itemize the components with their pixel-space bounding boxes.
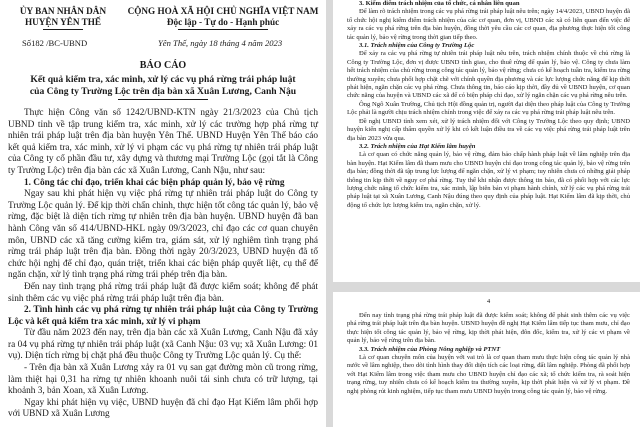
body-paragraph: Đến nay tình trạng phá rừng trái pháp luật đã được kiểm soát; không để phát sinh thêm các vụ việc phá rừng trái pháp luật trên địa bàn.	[8, 281, 318, 304]
body-paragraph: Ông Ngô Xuân Trường, Chủ tịch Hội đồng quản trị, người đại diện theo pháp luật của Công ty Trường Lộc phải là người chịu trách nhiệm chính trong việc để xảy ra các vụ phá rừng trái pháp luật nêu trên.	[347, 100, 630, 117]
body-paragraph: - Trên địa bàn xã Xuân Lương xảy ra 01 vụ san gạt đường mòn cũ trong rừng, làm thiệt hại 0,31 ha rừng tự nhiên khoanh nuôi tái sinh chưa có trữ lượng, tại khoảnh 3, bản Xoan, xã Xuân Lương.	[8, 363, 318, 397]
national-motto	[123, 6, 323, 28]
nation-line-2: Độc lập - Tự do - Hạnh phúc	[166, 17, 280, 27]
agency-line-1: ỦY BAN NHÂN DÂN	[19, 6, 107, 16]
subsection-heading-3-3: 3.3. Trách nhiệm của Phòng Nông nghiệp và PTNT	[359, 345, 501, 353]
agency-line-2: HUYỆN YÊN THẾ	[24, 17, 102, 27]
body-paragraph: Để xảy ra các vụ phá rừng tự nhiên trái pháp luật nêu trên, trách nhiệm chính thuộc về chủ rừng là Công ty Trường Lộc, đơn vị được UBND tỉnh giao, cho thuê rừng để quản lý, bảo vệ. Công ty chưa làm hết trách nhiệm của chủ rừng trong công tác quản lý, bảo vệ rừng; chưa có kế hoạch tuần tra, kiểm tra rừng thường xuyên; chưa phối hợp chặt chẽ với chính quyền địa phương và các lực lượng chức năng để kịp thời phát hiện, ngăn chặn các vụ phá rừng. Chưa thông tin, báo cáo kịp thời, đầy đủ về UBND huyện, cơ quan chức năng của huyện và UBND các xã để có biện pháp chỉ đạo, xử lý ngăn chặn các vụ phá rừng nêu trên.	[347, 50, 630, 100]
section-heading-1: 1. Công tác chỉ đạo, triển khai các biện pháp quản lý, bảo vệ rừng	[24, 177, 285, 188]
section-heading-2: 2. Tình hình các vụ phá rừng tự nhiên trái pháp luật của Công ty Trường Lộc và kết quả kiểm tra xác minh, xử lý vi phạm	[8, 305, 318, 327]
subtitle-line-2: của Công ty Trường Lộc trên địa bàn xã Xuân Lương, Canh Nậu	[29, 85, 297, 97]
body-paragraph: Từ đầu năm 2023 đến nay, trên địa bàn các xã Xuân Lương, Canh Nậu đã xảy ra 04 vụ phá rừng tự nhiên trái pháp luật (xã Canh Nậu: 03 vụ; xã Xuân Lương: 01 vụ). Diện tích rừng bị chặt phá đều thuộc Công ty Trường Lộc quản lý. Cụ thể:	[8, 328, 318, 362]
subsection-heading-3-2: 3.2. Trách nhiệm của Hạt Kiểm lâm huyện	[359, 142, 476, 150]
motto-underline	[178, 29, 268, 30]
agency-underline	[43, 29, 83, 30]
document-header	[8, 4, 318, 56]
body-paragraph: Đến nay tình trạng phá rừng trái pháp luật đã được kiểm soát; không để phát sinh thêm các vụ việc phá rừng trái pháp luật trên địa bàn huyện. UBND huyện đề nghị Hạt Kiểm lâm tiếp tục tham mưu, chỉ đạo thực hiện tốt công tác quản lý, bảo vệ rừng, kịp thời phát hiện, đôn đốc, kiểm tra, xử lý các vi phạm về quản lý, bảo vệ rừng trên địa bàn.	[347, 312, 630, 345]
page-number: 4	[486, 298, 491, 305]
nation-line-1: CỘNG HOÀ XÃ HỘI CHỦ NGHĨA VIỆT NAM	[127, 6, 319, 16]
body-paragraph: Là cơ quan có chức năng quản lý, bảo vệ rừng, đảm bảo chấp hành pháp luật về lâm nghiệp trên địa bàn huyện. Hạt Kiểm lâm đã tham mưu cho UBND huyện chỉ đạo trong công tác quản lý, bảo vệ rừng trên địa bàn; đồng thời đã tập trung lực lượng để ngăn chặn, xử lý vi phạm; tuy nhiên chưa có những giải pháp thông tin kịp thời về nguy cơ phá rừng. Tuy thế khi nhận được thông tin báo, đã có phối hợp với các lực lượng chức năng tổ chức kiểm tra, xác minh, lập biên bản vi phạm hành chính, xử lý các vụ phá rừng trái pháp luật tại xã Xuân Lương, Canh Nậu đúng theo quy định của pháp luật. Hạt Kiểm lâm đã kịp thời, chủ động tổ chức lực lượng kiểm tra, ngăn chặn, xử lý.	[347, 151, 630, 209]
report-page-4	[333, 292, 640, 427]
document-number: Số182 /BC-UBND	[22, 38, 88, 48]
body-paragraph: Ngay khi phát hiện vụ việc, UBND huyện đã chỉ đạo Hạt Kiểm lâm phối hợp với UBND xã Xuân Lương	[8, 397, 318, 420]
report-body	[8, 108, 318, 421]
report-subtitle	[8, 74, 318, 97]
body-paragraph: Là cơ quan chuyên môn của huyện với vai trò là cơ quan tham mưu thực hiện công tác quản lý nhà nước về lâm nghiệp, theo dõi tình hình thay đổi diện tích các loại rừng, đất lâm nghiệp. Phòng đã phối hợp với Hạt Kiểm lâm trong việc tham mưu cho UBND huyện chỉ đạo các xã; tổ chức kiểm tra, rà soát hiện trạng rừng, tuy nhiên chưa có kế hoạch kiểm tra thường xuyên, kịp thời phát hiện và xử lý vi phạm. Đề nghị phòng rút kinh nghiệm, tiếp tục tham mưu UBND huyện trong công tác quản lý, bảo vệ rừng.	[347, 354, 630, 395]
body-paragraph: Đề nghị UBND tỉnh xem xét, xử lý trách nhiệm đối với Công ty Trường Lộc theo quy định; UBND huyện kiến nghị cấp thẩm quyền xử lý khi có kết luận điều tra về các vụ việc phá rừng trái pháp luật trên địa bàn 2023 vừa qua.	[347, 117, 630, 142]
subtitle-line-1: Kết quả kiểm tra, xác minh, xử lý các vụ phá rừng trái pháp luật	[30, 74, 296, 85]
issuing-agency	[14, 6, 112, 28]
body-paragraph: Để làm rõ trách nhiệm trong các vụ phá rừng trái pháp luật nêu trên; ngày 14/4/2023, UBND huyện đã tổ chức hội nghị kiểm điểm trách nhiệm của các cơ quan, đơn vị, UBND các xã có liên quan đến việc để xảy ra các vụ phá rừng trên địa bàn huyện, đồng thời yêu cầu các cơ quan, địa phương thực hiện tốt công tác quản lý, bảo vệ rừng trong thời gian tiếp theo.	[347, 8, 630, 41]
report-title: BÁO CÁO	[139, 60, 187, 71]
intro-paragraph: Thực hiện Công văn số 1242/UBND-KTN ngày 21/3/2023 của Chủ tịch UBND tỉnh về tập trung kiểm tra, xác minh, xử lý các trường hợp phá rừng tự nhiên trái pháp luật trên địa bàn huyện Yên Thế. UBND Huyện Yên Thế báo cáo kết quả kiểm tra, xác minh, xử lý vi phạm các vụ phá rừng tự nhiên trái pháp luật của Công ty cổ phần đầu tư, xây dựng và thương mại Trường Lộc (gọi tắt là Công ty Trường Lộc) trên địa bàn các xã Xuân Lương, Canh Nậu, như sau:	[8, 108, 318, 176]
report-page-3	[333, 0, 640, 282]
section-heading-3: 3. Kiểm điểm trách nhiệm của tổ chức, cá nhân liên quan	[359, 0, 520, 7]
subsection-heading-3-1: 3.1. Trách nhiệm của Công ty Trường Lộc	[359, 42, 475, 50]
body-paragraph: Ngay sau khi phát hiện vụ việc phá rừng tự nhiên trái pháp luật do Công ty Trường Lộc quản lý. Để kịp thời chấn chỉnh, thực hiện tốt công tác quản lý, bảo vệ rừng, đặc biệt là diện tích rừng tự nhiên trên địa bàn huyện. UBND huyện đã ban hành Công văn số 414/UBND-HKL ngày 09/3/2023, chỉ đạo các cơ quan chuyên môn, UBND các xã tăng cường kiểm tra, giám sát, xử lý nghiêm tình trạng phá rừng trái pháp luật trên địa bàn. Đồng thời ngày 20/3/2023, UBND huyện đã tổ chức hội nghị để chỉ đạo, quán triệt, triển khai các biện pháp quyết liệt, cụ thể để ngăn chặn, xử lý tình trạng phá rừng trái phép trên địa bàn.	[8, 189, 318, 281]
document-date: Yên Thế, ngày 18 tháng 4 năm 2023	[158, 38, 283, 48]
subtitle-underline	[118, 99, 208, 100]
